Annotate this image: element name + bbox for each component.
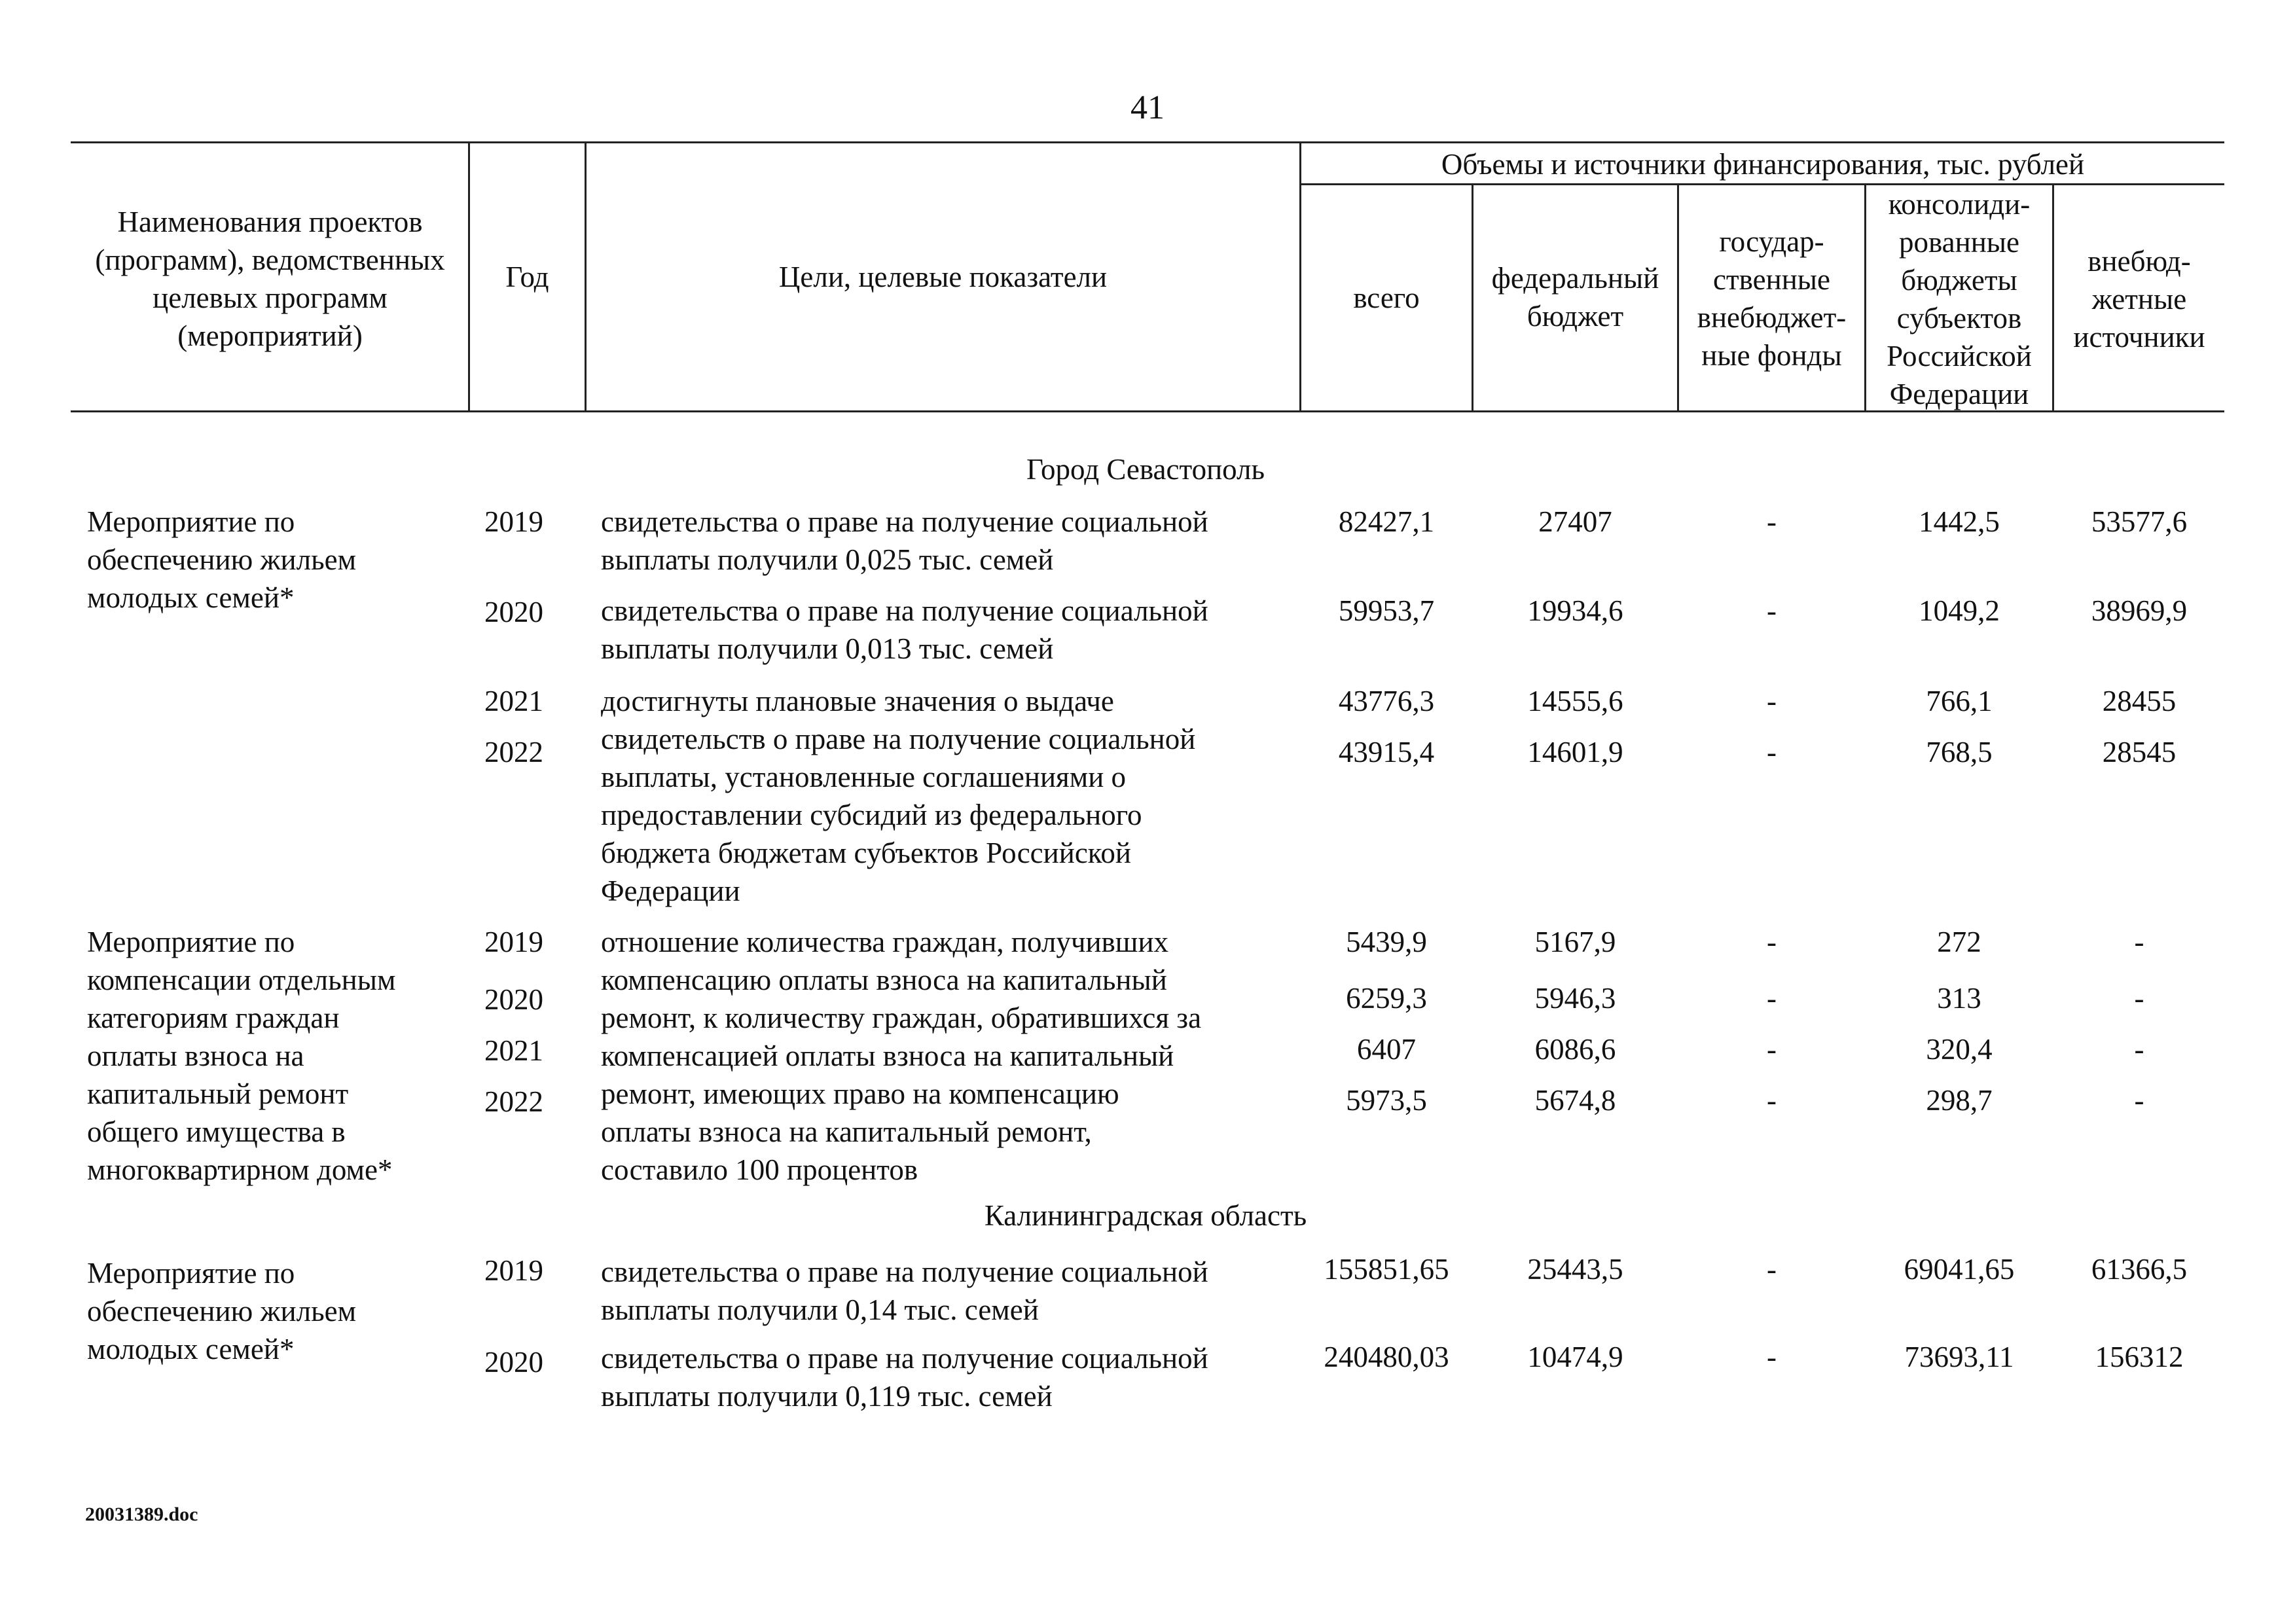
project-name-line: обеспечению жильем bbox=[87, 1295, 357, 1327]
cell-federal: 27407 bbox=[1538, 505, 1612, 538]
cell-regional: 73693,11 bbox=[1904, 1341, 2014, 1373]
goal-line: свидетельств о праве на получение социальной bbox=[601, 723, 1196, 755]
goal-line: отношение количества граждан, получивших bbox=[601, 926, 1169, 958]
cell-funds: - bbox=[1767, 505, 1777, 538]
cell-total: 43915,4 bbox=[1338, 736, 1435, 768]
header-federal: федеральный бюджет bbox=[1491, 262, 1659, 333]
cell-regional: 1442,5 bbox=[1919, 505, 2000, 538]
header-total: всего bbox=[1353, 281, 1420, 314]
project-name-line: Мероприятие по bbox=[87, 926, 295, 958]
project-name-line: Мероприятие по bbox=[87, 505, 295, 538]
goal-line: Федерации bbox=[601, 875, 740, 907]
goal-line: свидетельства о праве на получение социальной bbox=[601, 1255, 1208, 1288]
cell-extra: 28545 bbox=[2102, 736, 2177, 768]
page-number: 41 bbox=[1130, 89, 1165, 126]
cell-regional: 69041,65 bbox=[1904, 1253, 2015, 1286]
cell-funds: - bbox=[1767, 926, 1777, 958]
cell-total: 5439,9 bbox=[1346, 926, 1427, 958]
goal-line: выплаты, установленные соглашениями о bbox=[601, 761, 1127, 793]
project-name-line: молодых семей* bbox=[87, 1333, 295, 1365]
cell-funds: - bbox=[1767, 685, 1777, 717]
cell-total: 155851,65 bbox=[1324, 1253, 1449, 1286]
cell-regional: 768,5 bbox=[1926, 736, 1993, 768]
cell-federal: 6086,6 bbox=[1534, 1033, 1616, 1066]
cell-total: 59953,7 bbox=[1338, 594, 1435, 627]
section-title-sevastopol: Город Севастополь bbox=[1026, 453, 1265, 486]
row-year: 2019 bbox=[484, 926, 543, 958]
cell-total: 82427,1 bbox=[1338, 505, 1435, 538]
row-year: 2019 bbox=[484, 1254, 543, 1287]
cell-regional: 1049,2 bbox=[1919, 594, 2000, 627]
cell-extra: 61366,5 bbox=[2091, 1253, 2188, 1286]
project-name-line: молодых семей* bbox=[87, 581, 295, 614]
goal-line: ремонт, к количеству граждан, обратившихся за bbox=[601, 1001, 1202, 1034]
cell-regional: 313 bbox=[1937, 982, 1981, 1015]
cell-total: 5973,5 bbox=[1346, 1084, 1427, 1117]
cell-extra: - bbox=[2134, 1033, 2144, 1066]
cell-federal: 19934,6 bbox=[1527, 594, 1623, 627]
header-top-rule bbox=[71, 141, 2224, 143]
cell-extra: 53577,6 bbox=[2091, 505, 2188, 538]
project-name-line: общего имущества в bbox=[87, 1115, 346, 1148]
cell-total: 240480,03 bbox=[1324, 1341, 1449, 1373]
cell-extra: 156312 bbox=[2095, 1341, 2184, 1373]
cell-federal: 14601,9 bbox=[1527, 736, 1623, 768]
cell-federal: 10474,9 bbox=[1527, 1341, 1623, 1373]
cell-funds: - bbox=[1767, 594, 1777, 627]
cell-funds: - bbox=[1767, 1341, 1777, 1373]
goal-line: бюджета бюджетам субъектов Российской bbox=[601, 837, 1131, 869]
project-name-line: категориям граждан bbox=[87, 1001, 340, 1034]
header-goals: Цели, целевые показатели bbox=[778, 261, 1108, 293]
project-name-line: компенсации отдельным bbox=[87, 964, 396, 996]
header-state-funds: государ- ственные внебюджет- ные фонды bbox=[1697, 225, 1847, 372]
cell-regional: 272 bbox=[1937, 926, 1981, 958]
cell-regional: 320,4 bbox=[1926, 1033, 1993, 1066]
row-year: 2020 bbox=[484, 983, 543, 1016]
row-year: 2019 bbox=[484, 505, 543, 538]
goal-line: компенсацию оплаты взноса на капитальный bbox=[601, 964, 1167, 996]
project-name-line: обеспечению жильем bbox=[87, 543, 357, 576]
cell-regional: 298,7 bbox=[1926, 1084, 1993, 1117]
cell-federal: 5946,3 bbox=[1534, 982, 1616, 1015]
row-year: 2022 bbox=[484, 1085, 543, 1118]
goal-line: компенсацией оплаты взноса на капитальный bbox=[601, 1039, 1174, 1072]
cell-total: 6259,3 bbox=[1346, 982, 1427, 1015]
row-year: 2020 bbox=[484, 596, 543, 628]
cell-funds: - bbox=[1767, 1033, 1777, 1066]
cell-federal: 14555,6 bbox=[1527, 685, 1623, 717]
cell-federal: 25443,5 bbox=[1527, 1253, 1623, 1286]
cell-extra: - bbox=[2134, 926, 2144, 958]
cell-extra: - bbox=[2134, 1084, 2144, 1117]
header-name: Наименования проектов (программ), ведомственных целевых программ (мероприятий) bbox=[95, 206, 445, 352]
goal-line: составило 100 процентов bbox=[601, 1153, 918, 1186]
cell-regional: 766,1 bbox=[1926, 685, 1993, 717]
project-name-line: капитальный ремонт bbox=[87, 1077, 349, 1110]
goal-line: свидетельства о праве на получение социальной bbox=[601, 594, 1208, 627]
goal-line: предоставлении субсидий из федерального bbox=[601, 799, 1142, 831]
cell-extra: 28455 bbox=[2102, 685, 2177, 717]
row-year: 2022 bbox=[484, 736, 543, 768]
footer-filename: 20031389.doc bbox=[85, 1504, 198, 1525]
project-name-line: многоквартирном доме* bbox=[87, 1153, 393, 1186]
goal-line: выплаты получили 0,14 тыс. семей bbox=[601, 1293, 1039, 1326]
cell-funds: - bbox=[1767, 736, 1777, 768]
cell-total: 43776,3 bbox=[1338, 685, 1435, 717]
goal-line: выплаты получили 0,013 тыс. семей bbox=[601, 632, 1054, 665]
goal-line: выплаты получили 0,025 тыс. семей bbox=[601, 543, 1054, 576]
project-name-line: Мероприятие по bbox=[87, 1257, 295, 1290]
header-year: Год bbox=[505, 261, 549, 293]
header-group-title: Объемы и источники финансирования, тыс. рублей bbox=[1441, 148, 2085, 181]
cell-total: 6407 bbox=[1357, 1033, 1416, 1066]
project-name-line: оплаты взноса на bbox=[87, 1039, 304, 1072]
cell-federal: 5674,8 bbox=[1534, 1084, 1616, 1117]
goal-line: оплаты взноса на капитальный ремонт, bbox=[601, 1115, 1092, 1148]
row-year: 2020 bbox=[484, 1346, 543, 1379]
goal-line: свидетельства о праве на получение социальной bbox=[601, 505, 1208, 538]
header-extra: внебюд- жетные источники bbox=[2073, 245, 2205, 353]
row-year: 2021 bbox=[484, 1034, 543, 1067]
header-regional: консолиди- рованные бюджеты субъектов Российской Федерации bbox=[1887, 188, 2032, 410]
goal-line: свидетельства о праве на получение социальной bbox=[601, 1342, 1208, 1375]
group-subrule bbox=[1299, 183, 2224, 185]
cell-extra: - bbox=[2134, 982, 2144, 1015]
cell-funds: - bbox=[1767, 1084, 1777, 1117]
cell-funds: - bbox=[1767, 982, 1777, 1015]
cell-extra: 38969,9 bbox=[2091, 594, 2188, 627]
goal-line: достигнуты плановые значения о выдаче bbox=[601, 685, 1114, 717]
cell-federal: 5167,9 bbox=[1534, 926, 1616, 958]
section-title-kaliningrad: Калининградская область bbox=[984, 1199, 1307, 1232]
row-year: 2021 bbox=[484, 685, 543, 717]
goal-line: ремонт, имеющих право на компенсацию bbox=[601, 1077, 1119, 1110]
cell-funds: - bbox=[1767, 1253, 1777, 1286]
goal-line: выплаты получили 0,119 тыс. семей bbox=[601, 1380, 1053, 1413]
